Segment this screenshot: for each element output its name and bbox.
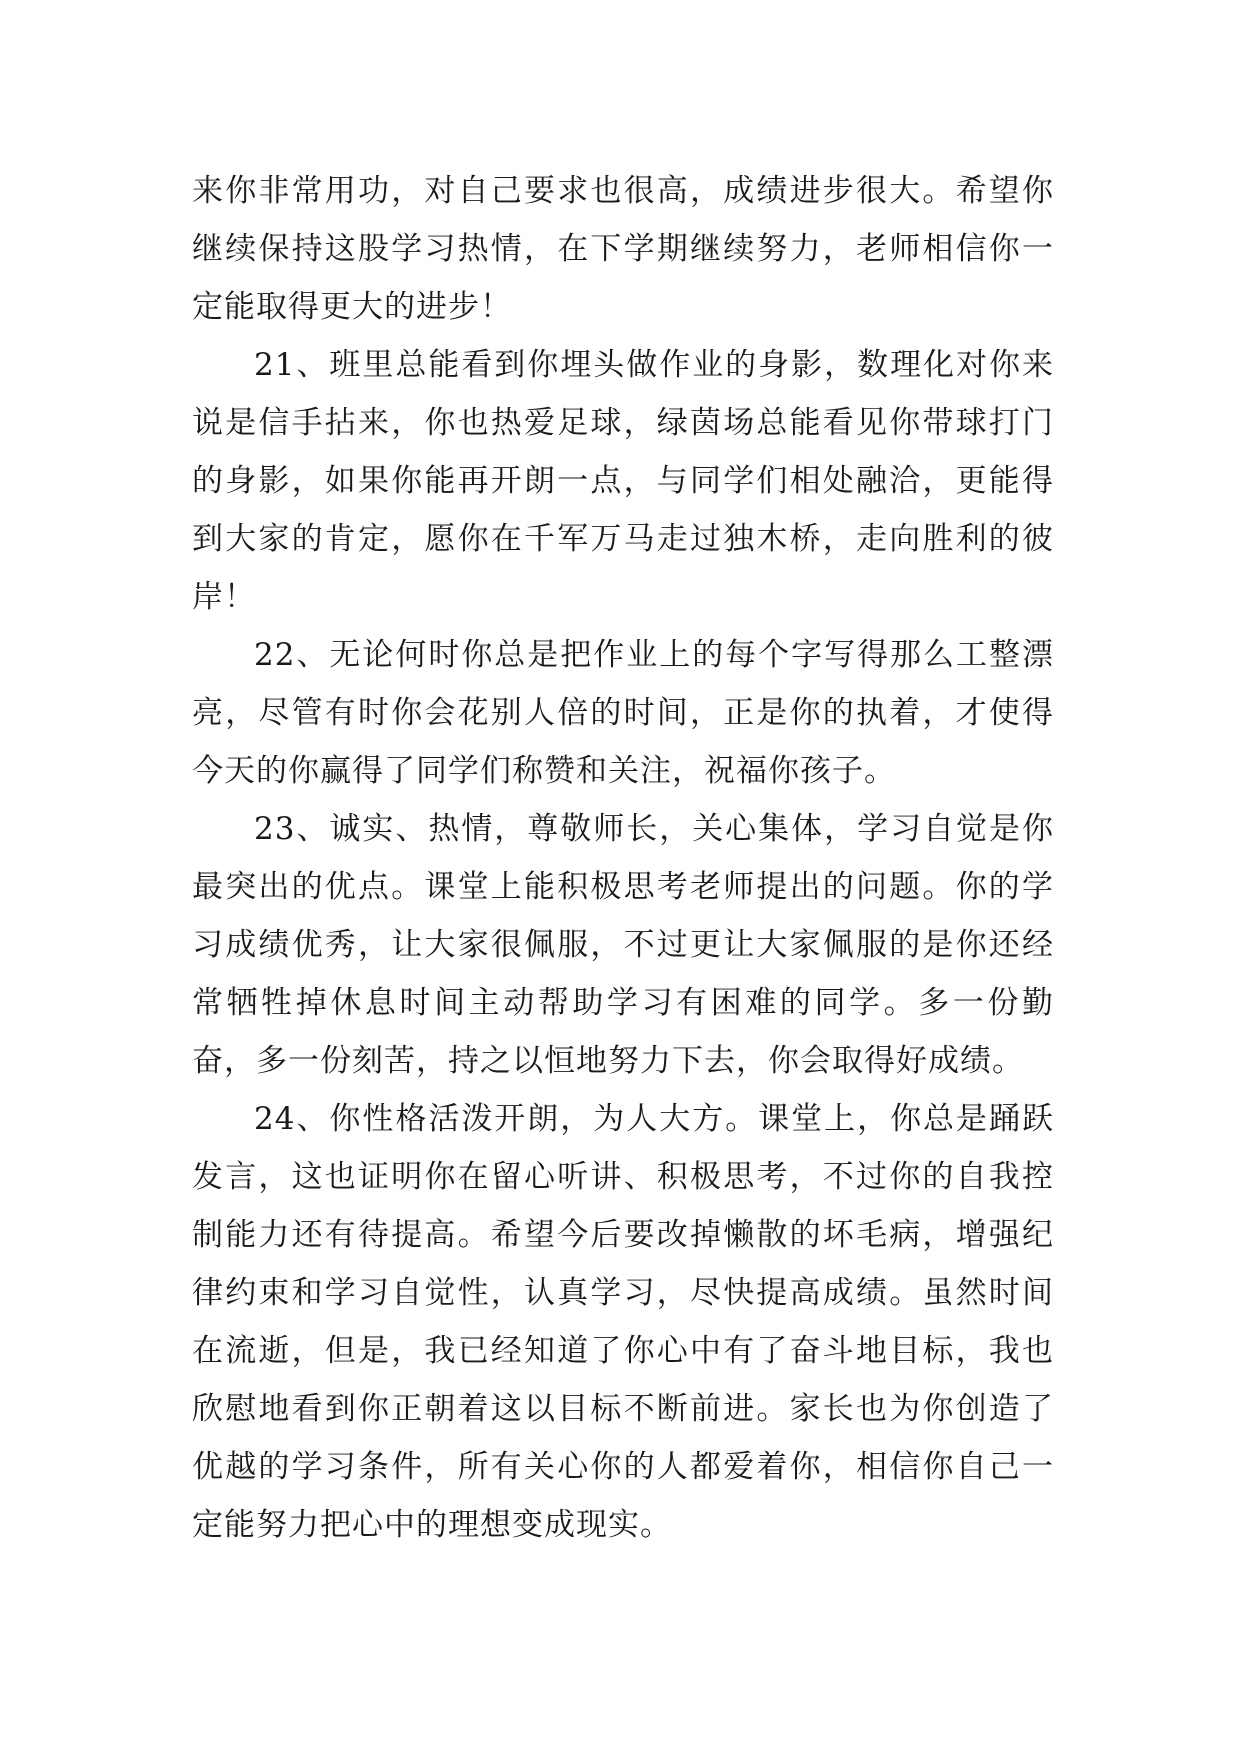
paragraph-comment-22: 22、无论何时你总是把作业上的每个字写得那么工整漂亮，尽管有时你会花别人倍的时间，正是你的执着，才使得今天的你赢得了同学们称赞和关注，祝福你孩子。 bbox=[192, 637, 1054, 789]
document-body bbox=[192, 162, 1054, 1554]
paragraph-continuation: 来你非常用功，对自己要求也很高，成绩进步很大。希望你继续保持这股学习热情，在下学期继续努力，老师相信你一定能取得更大的进步！ bbox=[192, 173, 1054, 325]
paragraph-comment-21: 21、班里总能看到你埋头做作业的身影，数理化对你来说是信手拈来，你也热爱足球，绿茵场总能看见你带球打门的身影，如果你能再开朗一点，与同学们相处融洽，更能得到大家的肯定，愿你在千军万马走过独木桥，走向胜利的彼岸！ bbox=[192, 347, 1054, 615]
paragraph-comment-24: 24、你性格活泼开朗，为人大方。课堂上，你总是踊跃发言，这也证明你在留心听讲、积极思考，不过你的自我控制能力还有待提高。希望今后要改掉懒散的坏毛病，增强纪律约束和学习自觉性，认真学习，尽快提高成绩。虽然时间在流逝，但是，我已经知道了你心中有了奋斗地目标，我也欣慰地看到你正朝着这以目标不断前进。家长也为你创造了优越的学习条件，所有关心你的人都爱着你，相信你自己一定能努力把心中的理想变成现实。 bbox=[192, 1101, 1054, 1543]
paragraph-comment-23: 23、诚实、热情，尊敬师长，关心集体，学习自觉是你最突出的优点。课堂上能积极思考老师提出的问题。你的学习成绩优秀，让大家很佩服，不过更让大家佩服的是你还经常牺牲掉休息时间主动帮助学习有困难的同学。多一份勤奋，多一份刻苦，持之以恒地努力下去，你会取得好成绩。 bbox=[192, 811, 1054, 1079]
